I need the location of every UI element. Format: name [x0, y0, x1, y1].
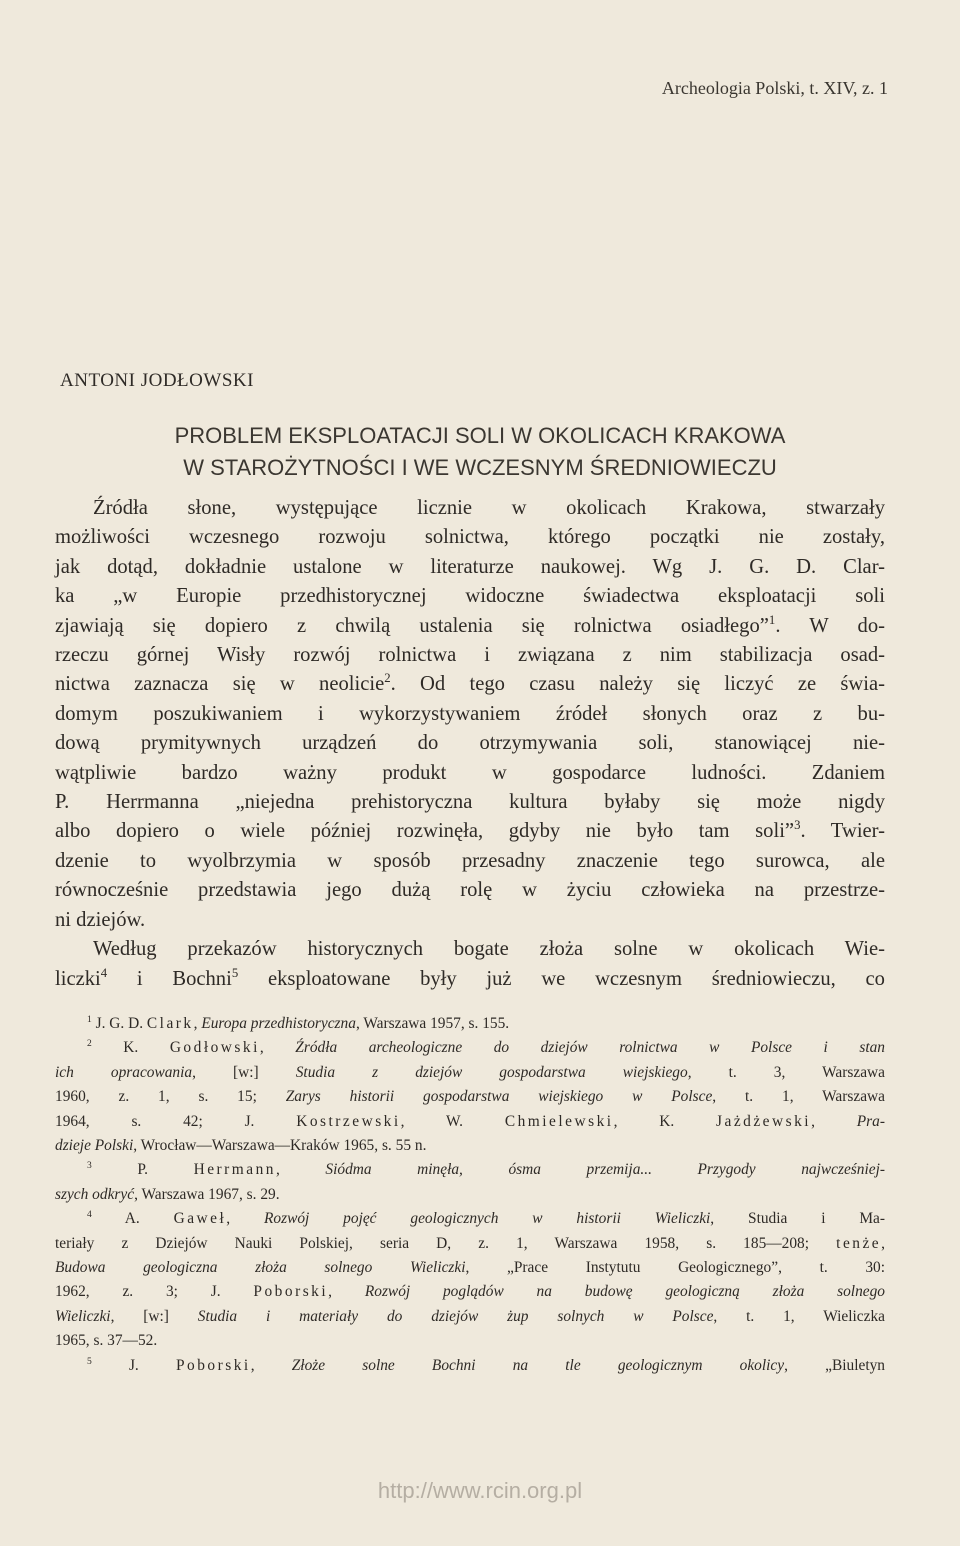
footnote-4-line	[55, 1305, 885, 1329]
fn-title: Rozwój pojęć geologicznych w historii Wieliczki	[264, 1210, 711, 1228]
body-text-span: liczki	[55, 967, 101, 990]
title-line-1: PROBLEM EKSPLOATACJI SOLI W OKOLICACH KRAKOWA	[174, 423, 786, 448]
fn-text: 1964, s. 42; J.	[55, 1112, 297, 1130]
fn-title: Siódma minęła, ósma przemija... Przygody najwcześniej-	[325, 1161, 885, 1179]
fn-text: ,	[193, 1015, 202, 1032]
footnote-2-line	[55, 1061, 885, 1085]
fn-text: K.	[91, 1039, 170, 1057]
body-text-span: . Twier-	[800, 820, 885, 843]
fn-title: Źródła archeologiczne do dziejów rolnictwa w Polsce i stan	[295, 1039, 885, 1057]
fn-text: , Warszawa 1967, s. 29.	[134, 1185, 280, 1203]
body-line	[55, 670, 885, 699]
fn-text: , Studia i Ma-	[710, 1210, 885, 1228]
fn-title: ich opracowania	[55, 1063, 193, 1081]
fn-title: Budowa geologiczna złoża solnego Wieliczki	[55, 1259, 466, 1277]
body-line	[55, 612, 885, 641]
fn-title: Wieliczki	[55, 1307, 111, 1325]
footnote-ref: 3	[794, 818, 801, 833]
body-line	[55, 817, 885, 846]
fn-author: Gaweł	[173, 1210, 227, 1228]
fn-text: ,	[276, 1161, 326, 1179]
footnote-1	[55, 1012, 885, 1036]
fn-text: J.	[91, 1356, 176, 1374]
body-text-span: zjawiają się dopiero z chwilą ustalenia się rolnictwa osiadłego”	[55, 614, 769, 637]
fn-text: ,	[811, 1112, 857, 1130]
fn-text: , t. 3, Warszawa	[687, 1063, 885, 1081]
fn-text: teriały z Dziejów Nauki Polskiej, seria D, z. 1, Warszawa 1958, s. 185—208;	[55, 1234, 837, 1252]
footnote-4-line	[55, 1256, 885, 1280]
footnote-number: 5	[87, 1355, 92, 1367]
footnote-3	[55, 1158, 885, 1182]
fn-text: ,	[259, 1039, 296, 1057]
fn-text: ,	[328, 1283, 365, 1301]
footnote-2-line	[55, 1085, 885, 1109]
footnote-4-line	[55, 1280, 885, 1304]
body-line: domym poszukiwaniem i wykorzystywaniem źródeł słonych oraz z bu-	[55, 702, 885, 725]
fn-author: tenże	[836, 1234, 882, 1252]
fn-text: , Wrocław—Warszawa—Kraków 1965, s. 55 n.	[133, 1137, 427, 1155]
fn-text: 1960, z. 1, s. 15;	[55, 1088, 286, 1106]
body-line: Według przekazów historycznych bogate złoża solne w okolicach Wie-	[93, 938, 885, 961]
body-text-span: . W do-	[775, 614, 886, 637]
footnote-ref: 4	[100, 965, 108, 980]
fn-text: ,	[881, 1234, 885, 1252]
fn-author: Herrmann	[193, 1161, 276, 1179]
footnote-3-line	[55, 1183, 885, 1207]
fn-author: Poborski	[175, 1356, 251, 1374]
article-title	[60, 420, 900, 484]
running-head: Archeologia Polski, t. XIV, z. 1	[661, 78, 888, 98]
watermark-url: http://www.rcin.org.pl	[377, 1478, 583, 1503]
fn-title: Rozwój poglądów na budowę geologiczną złoża solnego	[364, 1283, 885, 1301]
body-line	[55, 965, 885, 994]
author-name: ANTONI JODŁOWSKI	[60, 370, 254, 391]
footnote-4	[55, 1207, 885, 1231]
body-line: wątpliwie bardzo ważny produkt w gospodarce ludności. Zdaniem	[55, 761, 885, 784]
body-text-span: . Od tego czasu należy się liczyć ze świa-	[390, 673, 885, 696]
footnote-2	[55, 1036, 885, 1060]
footnote-ref: 2	[384, 671, 391, 686]
body-line: P. Herrmanna „niejedna prehistoryczna kultura byłaby się może nigdy	[55, 791, 885, 814]
fn-title: Złoże solne Bochni na tle geologicznym okolicy	[291, 1356, 785, 1374]
body-text-span: nictwa zaznacza się w neolicie	[55, 673, 385, 696]
fn-text: , „Prace Instytutu Geologicznego”, t. 30:	[465, 1259, 886, 1277]
fn-author: Poborski	[253, 1283, 329, 1301]
fn-title: Pra-	[856, 1112, 885, 1130]
footnote-number: 2	[87, 1038, 92, 1050]
footnote-2-line	[55, 1134, 885, 1158]
title-line-2: W STAROŻYTNOŚCI I WE WCZESNYM ŚREDNIOWIECZU	[183, 455, 777, 480]
fn-title: Studia z dziejów gospodarstwa wiejskiego	[295, 1063, 688, 1081]
fn-text: , W.	[400, 1112, 505, 1130]
fn-text: , Warszawa 1957, s. 155.	[355, 1015, 510, 1032]
fn-author: Clark	[146, 1015, 194, 1032]
body-text-span: eksploatowane były już we wczesnym średniowieczu, co	[238, 967, 885, 990]
fn-text: 1962, z. 3; J.	[55, 1283, 254, 1301]
body-line: możliwości wczesnego rozwoju solnictwa, którego początki nie zostały,	[55, 526, 885, 549]
fn-text: , „Biuletyn	[784, 1356, 885, 1374]
footnote-5	[55, 1354, 885, 1378]
fn-author: Godłowski	[169, 1039, 260, 1057]
footnotes	[55, 1012, 885, 1378]
fn-text: J. G. D.	[91, 1015, 147, 1032]
fn-text: , t. 1, Wieliczka	[713, 1307, 885, 1325]
fn-text: ,	[226, 1210, 264, 1228]
body-line: ka „w Europie przedhistorycznej widoczne świadectwa eksploatacji soli	[55, 585, 885, 608]
fn-title: dzieje Polski	[55, 1137, 134, 1155]
fn-author: Kostrzewski	[296, 1112, 401, 1130]
footnote-ref: 1	[768, 612, 776, 627]
fn-title: Studia i materiały do dziejów żup solnych w Polsce	[197, 1307, 714, 1325]
fn-text: , K.	[613, 1112, 716, 1130]
fn-text: ,	[250, 1356, 292, 1374]
fn-author: Chmielewski	[504, 1112, 614, 1130]
fn-author: Jażdżewski	[716, 1112, 812, 1130]
fn-title: szych odkryć	[55, 1185, 135, 1203]
footnote-2-line	[55, 1110, 885, 1134]
footnote-4-line	[55, 1232, 885, 1256]
body-line: rzeczu górnej Wisły rozwój rolnictwa i związana z nim stabilizacja osad-	[55, 644, 885, 667]
body-line: dzenie to wyolbrzymia w sposób przesadny znaczenie tego surowca, ale	[55, 849, 885, 872]
fn-text: P.	[91, 1161, 194, 1179]
fn-text: , [w:]	[192, 1063, 296, 1081]
fn-text: , [w:]	[110, 1307, 198, 1325]
body-text	[55, 494, 885, 994]
footnote-4-line	[55, 1329, 885, 1353]
body-line: ni dziejów.	[55, 908, 146, 931]
fn-text: 1965, s. 37—52.	[55, 1332, 158, 1350]
footnote-number: 4	[87, 1209, 92, 1221]
footnote-ref: 5	[231, 965, 239, 980]
fn-text: , t. 1, Warszawa	[712, 1088, 885, 1106]
body-line: Źródła słone, występujące licznie w okolicach Krakowa, stwarzały	[93, 497, 885, 519]
fn-text: A.	[91, 1210, 174, 1228]
body-text-span: albo dopiero o wiele później rozwinęła, gdyby nie było tam soli”	[55, 820, 795, 843]
footnote-number: 3	[87, 1160, 92, 1172]
body-line: dową prymitywnych urządzeń do otrzymywania soli, stanowiącej nie-	[55, 732, 885, 755]
fn-title: Europa przedhistoryczna	[201, 1015, 356, 1032]
fn-title: Zarys historii gospodarstwa wiejskiego w Polsce	[285, 1088, 713, 1106]
body-line: równocześnie przedstawia jego dużą rolę w życiu człowieka na przestrze-	[55, 879, 885, 902]
body-text-span: i Bochni	[107, 967, 232, 990]
footnote-number: 1	[87, 1013, 92, 1025]
body-line: jak dotąd, dokładnie ustalone w literaturze naukowej. Wg J. G. D. Clar-	[55, 555, 885, 578]
